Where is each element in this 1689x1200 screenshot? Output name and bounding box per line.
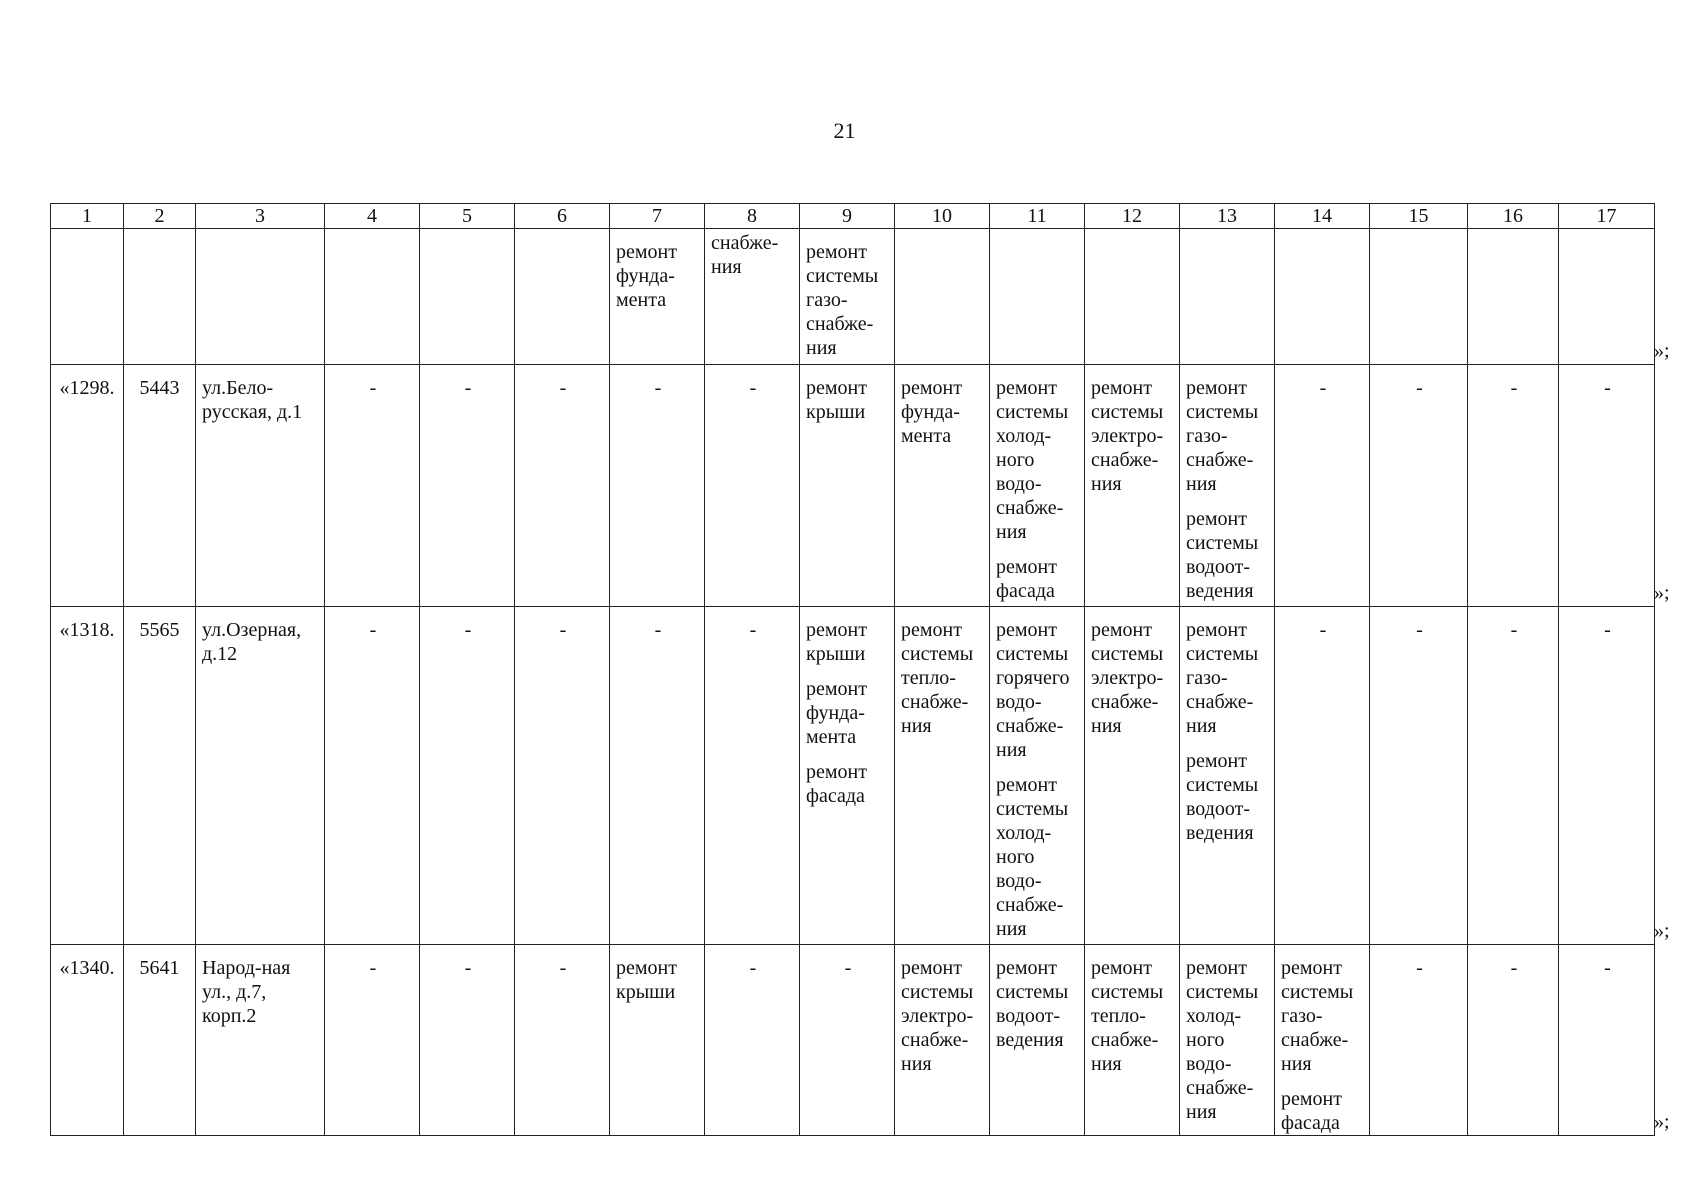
table-cell-col-9: [800, 229, 895, 365]
table-cell-col-4: -: [325, 365, 420, 607]
table-row: [51, 229, 1655, 365]
column-header-4: 4: [325, 204, 420, 229]
table-cell-col-4: [325, 229, 420, 365]
column-header-7: 7: [610, 204, 705, 229]
work-entry: ремонт крыши: [616, 957, 677, 1003]
column-header-2: 2: [124, 204, 196, 229]
work-entry: ремонт системы водоот-ведения: [1186, 508, 1259, 602]
column-header-9: 9: [800, 204, 895, 229]
table-cell-col-5: -: [420, 365, 515, 607]
table-row: [51, 945, 1655, 1136]
table-cell-col-10: [895, 607, 990, 945]
table-cell-col-7: -: [610, 365, 705, 607]
table-cell-col-15: -: [1370, 365, 1468, 607]
table-cell-col-1: «1298.: [51, 365, 124, 607]
table-cell-col-11: [990, 229, 1085, 365]
column-header-11: 11: [990, 204, 1085, 229]
table-cell-col-3: [196, 607, 325, 945]
table-cell-col-17: -: [1559, 365, 1655, 607]
table-cell-col-8: -: [705, 365, 800, 607]
table-cell-col-10: [895, 945, 990, 1136]
column-header-15: 15: [1370, 204, 1468, 229]
table-cell-col-5: [420, 229, 515, 365]
row-terminator: »;: [1654, 581, 1670, 604]
header-row: [51, 204, 1655, 229]
table-cell-col-11: [990, 607, 1085, 945]
table-cell-col-6: -: [515, 365, 610, 607]
work-entry: ремонт системы холод-ного водо-снабже-ния: [996, 377, 1069, 543]
table-cell-col-14: -: [1275, 365, 1370, 607]
table-cell-col-17: -: [1559, 607, 1655, 945]
table-body: [51, 229, 1655, 1136]
table-cell-col-1: «1340.: [51, 945, 124, 1136]
work-entry: ремонт системы газо-снабже-ния: [1186, 377, 1259, 495]
table-cell-col-8: [705, 229, 800, 365]
table-cell-col-17: -: [1559, 945, 1655, 1136]
column-header-5: 5: [420, 204, 515, 229]
work-entry: ул.Бело-русская, д.1: [202, 377, 303, 423]
row-terminator: »;: [1654, 919, 1670, 942]
column-header-14: 14: [1275, 204, 1370, 229]
table-cell-col-11: [990, 365, 1085, 607]
table-cell-col-16: [1468, 229, 1559, 365]
table-cell-col-8: -: [705, 607, 800, 945]
table-cell-col-4: -: [325, 945, 420, 1136]
table-cell-col-15: -: [1370, 945, 1468, 1136]
work-entry: ремонт фунда-мента: [616, 241, 677, 311]
work-entry: ремонт фасада: [806, 761, 867, 807]
table-cell-col-16: -: [1468, 607, 1559, 945]
table-cell-col-14: -: [1275, 607, 1370, 945]
table-cell-col-7: [610, 229, 705, 365]
table-cell-col-5: -: [420, 607, 515, 945]
row-terminator: »;: [1654, 1110, 1670, 1133]
work-entry: ремонт системы электро-снабже-ния: [1091, 619, 1164, 737]
table-cell-col-12: [1085, 607, 1180, 945]
work-entry: ремонт системы водоот-ведения: [1186, 750, 1259, 844]
table-cell-col-9: [800, 365, 895, 607]
table-cell-col-3: [196, 945, 325, 1136]
table-cell-col-1: [51, 229, 124, 365]
table-cell-col-17: [1559, 229, 1655, 365]
table-cell-col-16: -: [1468, 365, 1559, 607]
work-entry: ремонт системы тепло-снабже-ния: [901, 619, 974, 737]
table-cell-col-8: -: [705, 945, 800, 1136]
work-entry: ремонт системы тепло-снабже-ния: [1091, 957, 1164, 1075]
table-cell-col-14: [1275, 945, 1370, 1136]
column-header-8: 8: [705, 204, 800, 229]
work-entry: ремонт фунда-мента: [901, 377, 962, 447]
work-entry: ремонт системы водоот-ведения: [996, 957, 1069, 1051]
column-header-17: 17: [1559, 204, 1655, 229]
table-cell-col-2: 5641: [124, 945, 196, 1136]
column-header-10: 10: [895, 204, 990, 229]
table-cell-col-15: [1370, 229, 1468, 365]
table-cell-col-12: [1085, 945, 1180, 1136]
column-header-3: 3: [196, 204, 325, 229]
table-cell-col-10: [895, 365, 990, 607]
table-cell-col-12: [1085, 229, 1180, 365]
table-cell-col-6: -: [515, 945, 610, 1136]
work-entry: Народ-ная ул., д.7, корп.2: [202, 957, 291, 1027]
table-cell-col-16: -: [1468, 945, 1559, 1136]
work-entry: ремонт крыши: [806, 619, 867, 665]
table-cell-col-1: «1318.: [51, 607, 124, 945]
work-entry: ремонт системы электро-снабже-ния: [1091, 377, 1164, 495]
table-cell-col-6: [515, 229, 610, 365]
repair-schedule-table: [50, 203, 1655, 1136]
work-entry: ремонт системы горячего водо-снабже-ния: [996, 619, 1070, 761]
work-entry: ул.Озерная, д.12: [202, 619, 302, 665]
table-cell-col-13: [1180, 365, 1275, 607]
column-header-12: 12: [1085, 204, 1180, 229]
table-cell-col-7: [610, 945, 705, 1136]
table-cell-col-12: [1085, 365, 1180, 607]
column-header-1: 1: [51, 204, 124, 229]
work-entry: ремонт фунда-мента: [806, 678, 867, 748]
table-cell-col-14: [1275, 229, 1370, 365]
work-entry: ремонт фасада: [996, 556, 1057, 602]
work-entry: снабже-ния: [711, 232, 779, 278]
table-cell-col-9: -: [800, 945, 895, 1136]
work-entry: ремонт системы холод-ного водо-снабже-ния: [1186, 957, 1259, 1123]
table-cell-col-2: 5443: [124, 365, 196, 607]
work-entry: ремонт системы газо-снабже-ния: [1281, 957, 1354, 1075]
work-entry: ремонт фасада: [1281, 1088, 1342, 1134]
table-cell-col-13: [1180, 229, 1275, 365]
column-header-13: 13: [1180, 204, 1275, 229]
table-cell-col-4: -: [325, 607, 420, 945]
work-entry: ремонт системы холод-ного водо-снабже-ния: [996, 774, 1069, 940]
table-cell-col-10: [895, 229, 990, 365]
table-cell-col-13: [1180, 945, 1275, 1136]
work-entry: ремонт системы электро-снабже-ния: [901, 957, 974, 1075]
page-number: 21: [833, 118, 856, 143]
table-cell-col-7: -: [610, 607, 705, 945]
table-cell-col-6: -: [515, 607, 610, 945]
table-row: [51, 365, 1655, 607]
table-row: [51, 607, 1655, 945]
table-cell-col-3: [196, 229, 325, 365]
table-cell-col-5: -: [420, 945, 515, 1136]
work-entry: ремонт системы газо-снабже-ния: [1186, 619, 1259, 737]
row-terminator: »;: [1654, 339, 1670, 362]
work-entry: ремонт крыши: [806, 377, 867, 423]
table-cell-col-3: [196, 365, 325, 607]
work-entry: ремонт системы газо-снабже-ния: [806, 241, 879, 359]
column-header-6: 6: [515, 204, 610, 229]
table-cell-col-11: [990, 945, 1085, 1136]
table-cell-col-9: [800, 607, 895, 945]
table-cell-col-15: -: [1370, 607, 1468, 945]
column-header-16: 16: [1468, 204, 1559, 229]
table-cell-col-13: [1180, 607, 1275, 945]
table-header: [51, 204, 1655, 229]
table-cell-col-2: [124, 229, 196, 365]
table-cell-col-2: 5565: [124, 607, 196, 945]
